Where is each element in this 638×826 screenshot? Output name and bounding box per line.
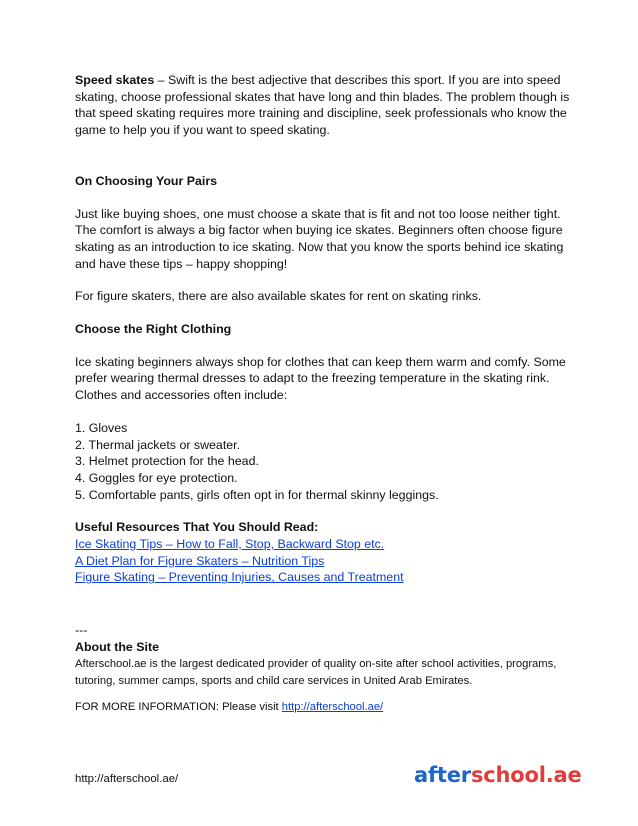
about-text: Afterschool.ae is the largest dedicated provider of quality on-site after school activities, programs, tutoring, summer camps, sports and child care services in United Arab Emirates. xyxy=(75,657,557,687)
pairs-paragraph-1: Just like buying shoes, one must choose a skate that is fit and not too loose neither tight. The comfort is always a big factor when buying ice skates. Beginners often choose figure skating as an introduction to ice skating. Now that you know the sports behind ice skating and have these tips – happy shopping! xyxy=(75,206,564,271)
footer-url: http://afterschool.ae/ xyxy=(75,773,179,785)
resource-link-preventing-injuries[interactable]: Figure Skating – Preventing Injuries, Causes and Treatment xyxy=(75,570,404,585)
resource-link-ice-skating-tips[interactable]: Ice Skating Tips – How to Fall, Stop, Backward Stop etc. xyxy=(75,537,385,552)
clothing-list xyxy=(75,420,575,504)
more-info-link[interactable]: http://afterschool.ae/ xyxy=(281,701,384,714)
about-heading: About the Site xyxy=(75,639,159,654)
resource-link-diet-plan[interactable]: A Diet Plan for Figure Skaters – Nutrition Tips xyxy=(75,553,325,568)
pairs-paragraph-2: For figure skaters, there are also available skates for rent on skating rinks. xyxy=(75,289,482,304)
list-item: 3. Helmet protection for the head. xyxy=(75,454,259,469)
more-info-label: FOR MORE INFORMATION: Please visit xyxy=(75,701,282,714)
list-item: 1. Gloves xyxy=(75,420,128,435)
separator: --- xyxy=(75,623,88,638)
speed-skates-paragraph xyxy=(75,72,575,139)
list-item: 2. Thermal jackets or sweater. xyxy=(75,437,241,452)
speed-skates-title: Speed skates xyxy=(75,73,155,87)
logo-part-after: after xyxy=(414,763,471,787)
clothing-heading: Choose the Right Clothing xyxy=(75,322,232,337)
clothing-paragraph: Ice skating beginners always shop for clothes that can keep them warm and comfy. Some prefer wearing thermal dresses to adapt to the freezing temperature in the skating rink. Clothes and accessories often include: xyxy=(75,354,566,403)
speed-skates-text: – Swift is the best adjective that describes this sport. If you are into speed skating, choose professional skates that have long and thin blades. The problem though is that speed skating requires more training and discipline, seek professionals who know the game to help you if you want to speed skating. xyxy=(75,73,570,138)
logo-part-school: school.ae xyxy=(470,763,582,787)
pairs-heading: On Choosing Your Pairs xyxy=(75,173,218,188)
list-item: 4. Goggles for eye protection. xyxy=(75,470,238,485)
list-item: 5. Comfortable pants, girls often opt in for thermal skinny leggings. xyxy=(75,487,439,502)
afterschool-logo xyxy=(414,765,582,786)
resources-heading: Useful Resources That You Should Read: xyxy=(75,520,319,535)
more-info-line xyxy=(75,699,575,716)
resource-links xyxy=(75,536,575,586)
document-body xyxy=(75,72,575,716)
